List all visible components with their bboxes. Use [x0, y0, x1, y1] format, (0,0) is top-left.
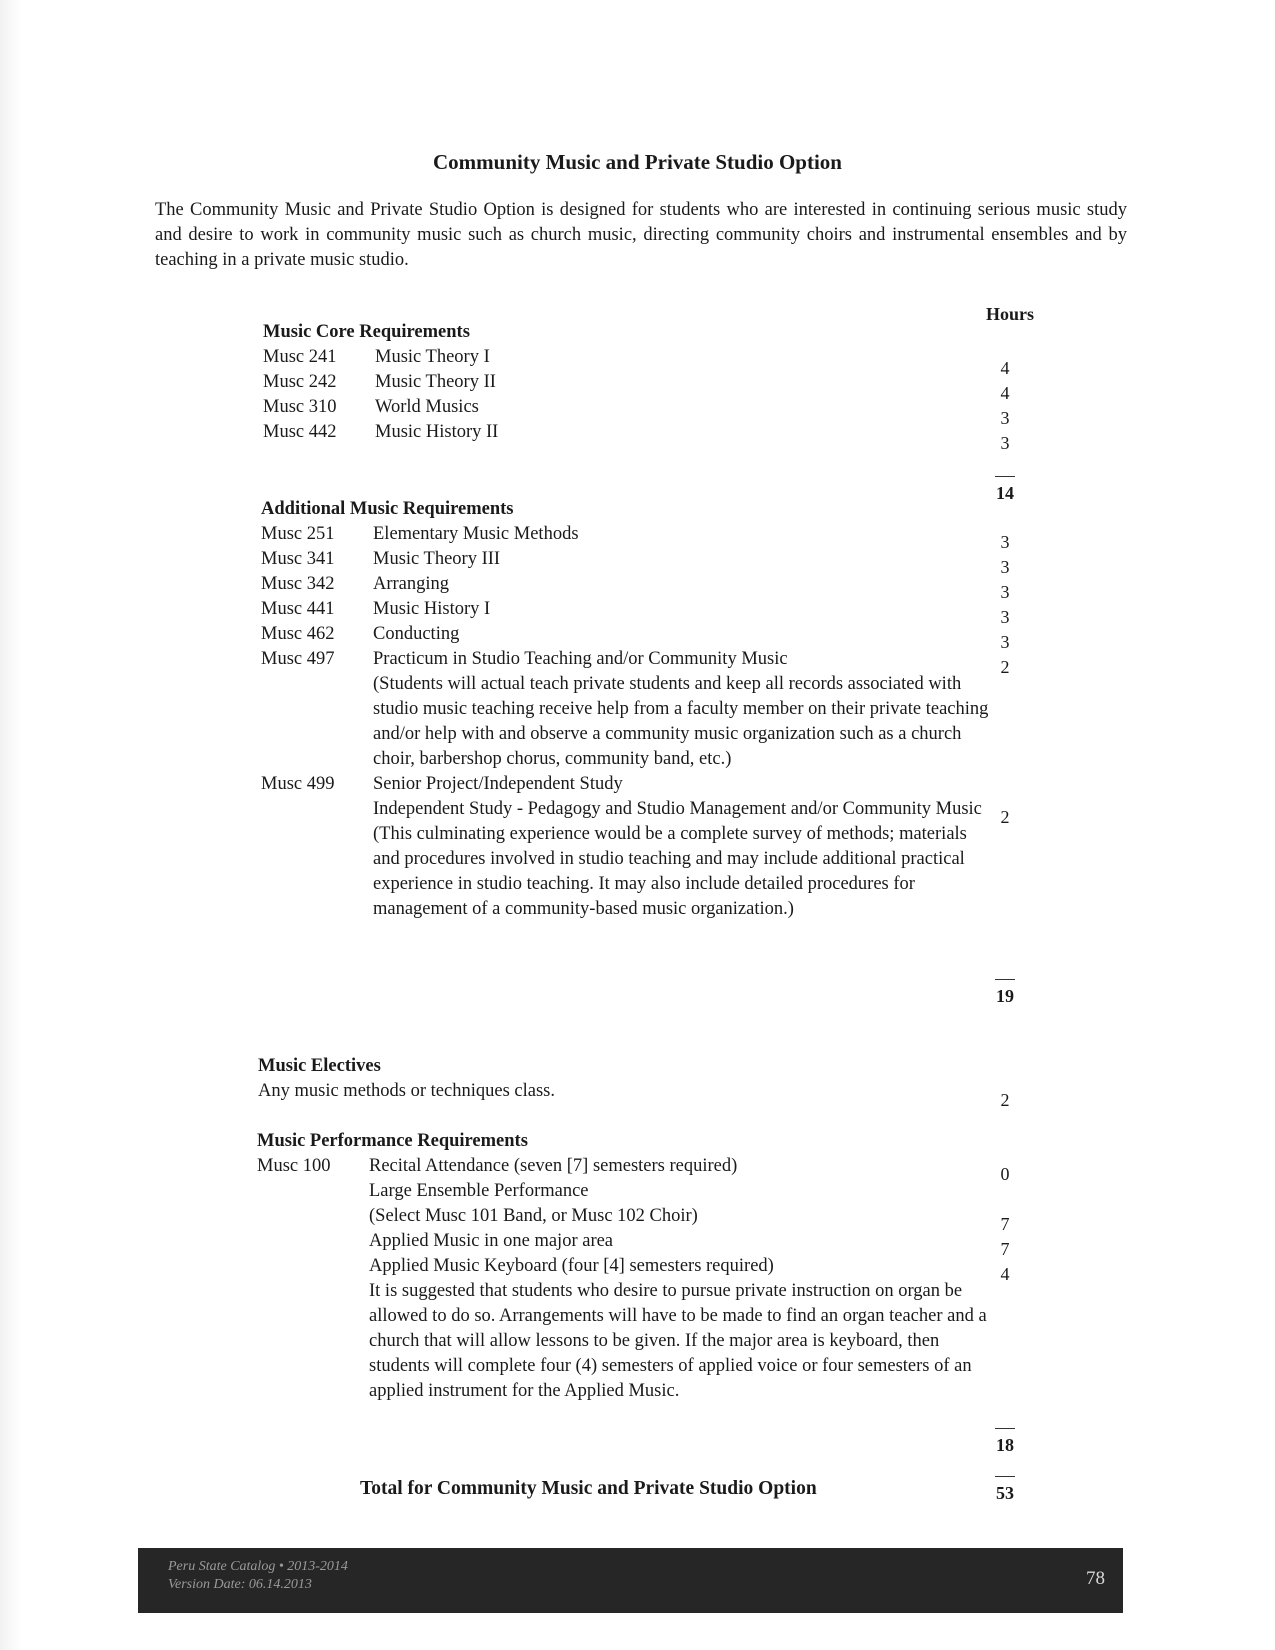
performance-line: Large Ensemble Performance — [369, 1181, 589, 1201]
hours-value: 3 — [1000, 582, 1010, 602]
hours-value: 3 — [1000, 632, 1010, 652]
core-section — [263, 320, 995, 445]
course-row — [261, 522, 993, 547]
hours-value: 3 — [1000, 433, 1010, 453]
course-code: Musc 497 — [261, 649, 335, 669]
course-code: Musc 442 — [263, 422, 337, 442]
page-number: 78 — [1086, 1568, 1105, 1589]
hours-value: 3 — [1000, 408, 1010, 428]
course-row — [261, 772, 993, 797]
subtotal-rule — [995, 979, 1015, 980]
additional-section — [261, 497, 993, 922]
course-name: Music Theory II — [375, 372, 496, 392]
course-name: Practicum in Studio Teaching and/or Community Music — [373, 649, 788, 669]
subtotal-rule — [995, 476, 1015, 477]
performance-subtotal-value: 18 — [996, 1435, 1014, 1455]
performance-line: (Select Musc 101 Band, or Musc 102 Choir) — [369, 1206, 698, 1226]
course-name: Elementary Music Methods — [373, 524, 579, 544]
course-row — [261, 547, 993, 572]
hours-value: 0 — [1000, 1164, 1010, 1184]
course-row — [263, 345, 995, 370]
course-note-497: (Students will actual teach private students and keep all records associated with studio music teaching receive help from a faculty member on their private teaching and/or help with and observe a community music organization such as a church choir, barbershop chorus, community band, etc.) — [373, 674, 989, 769]
course-row — [263, 395, 995, 420]
intro-paragraph: The Community Music and Private Studio Option is designed for students who are interested in continuing serious music study and desire to work in community music such as church music, directing community choirs and instrumental ensembles and by teaching in a private music studio. — [155, 200, 1127, 270]
course-row — [261, 622, 993, 647]
course-row — [263, 420, 995, 445]
hours-value: 4 — [1000, 1264, 1010, 1284]
course-name: Music History I — [373, 599, 491, 619]
course-code: Musc 242 — [263, 372, 337, 392]
additional-subtotal — [985, 985, 1025, 1007]
hours-value: 3 — [1000, 557, 1010, 577]
course-row — [261, 597, 993, 622]
course-code: Musc 342 — [261, 574, 335, 594]
footer-catalog-name: Peru State Catalog • 2013-2014 — [168, 1559, 348, 1574]
footer-version-date: Version Date: 06.14.2013 — [168, 1577, 312, 1592]
course-code: Musc 499 — [261, 774, 335, 794]
hours-value: 7 — [1000, 1214, 1010, 1234]
course-code: Musc 251 — [261, 524, 335, 544]
course-code: Musc 441 — [261, 599, 335, 619]
course-code: Musc 462 — [261, 624, 335, 644]
total-label: Total for Community Music and Private Studio Option — [360, 1478, 817, 1499]
course-row — [261, 572, 993, 597]
hours-value: 3 — [1000, 607, 1010, 627]
subtotal-rule — [995, 1476, 1015, 1477]
course-code: Musc 341 — [261, 549, 335, 569]
course-code: Musc 100 — [257, 1156, 331, 1176]
footer-bar — [138, 1548, 1123, 1613]
electives-section-title: Music Electives — [258, 1056, 381, 1076]
grand-total — [985, 1482, 1025, 1504]
course-name: Music Theory I — [375, 347, 490, 367]
hours-value: 7 — [1000, 1239, 1010, 1259]
performance-subtotal — [985, 1434, 1025, 1456]
course-name: Music Theory III — [373, 549, 501, 569]
performance-line: Recital Attendance (seven [7] semesters required) — [369, 1156, 738, 1176]
hours-column-header: Hours — [985, 304, 1034, 324]
additional-subtotal-value: 19 — [996, 986, 1014, 1006]
performance-line: Applied Music in one major area — [369, 1231, 614, 1251]
course-name: World Musics — [375, 397, 479, 417]
performance-line: Applied Music Keyboard (four [4] semesters required) — [369, 1256, 774, 1276]
grand-total-value: 53 — [996, 1483, 1014, 1503]
performance-note: It is suggested that students who desire to pursue private instruction on organ be allowed to do so. Arrangements will have to be made to find an organ teacher and a church that will allow lessons to be given. If the major area is keyboard, then students will complete four (4) semesters of applied voice or four semesters of an applied instrument for the Applied Music. — [369, 1281, 987, 1401]
hours-value: 2 — [1000, 657, 1010, 677]
course-name: Conducting — [373, 624, 460, 644]
electives-section — [258, 1054, 998, 1104]
course-name: Arranging — [373, 574, 450, 594]
course-name: Music History II — [375, 422, 499, 442]
course-name: Senior Project/Independent Study — [373, 774, 623, 794]
page-title: Community Music and Private Studio Option — [433, 150, 842, 174]
hours-value: 3 — [1000, 532, 1010, 552]
course-note-499: Independent Study - Pedagogy and Studio Management and/or Community Music (This culminating experience would be a complete survey of methods; materials and procedures involved in studio teaching and may include additional practical experience in studio teaching. It may also include detailed procedures for management of a community-based music organization.) — [373, 799, 982, 919]
course-code: Musc 310 — [263, 397, 337, 417]
hours-value: 2 — [1000, 1090, 1010, 1110]
electives-text: Any music methods or techniques class. — [258, 1081, 555, 1101]
performance-section-title: Music Performance Requirements — [257, 1131, 528, 1151]
subtotal-rule — [995, 1428, 1015, 1429]
scan-edge — [0, 0, 22, 1650]
additional-section-title: Additional Music Requirements — [261, 499, 514, 519]
hours-value: 4 — [1000, 383, 1010, 403]
course-row — [257, 1154, 989, 1179]
hours-value: 4 — [1000, 358, 1010, 378]
core-subtotal-value: 14 — [996, 483, 1014, 503]
core-section-title: Music Core Requirements — [263, 322, 470, 342]
performance-section — [257, 1129, 989, 1404]
hours-value: 2 — [1000, 807, 1010, 827]
course-code: Musc 241 — [263, 347, 337, 367]
footer-catalog-info — [168, 1558, 348, 1594]
course-row — [261, 647, 993, 672]
course-row — [263, 370, 995, 395]
